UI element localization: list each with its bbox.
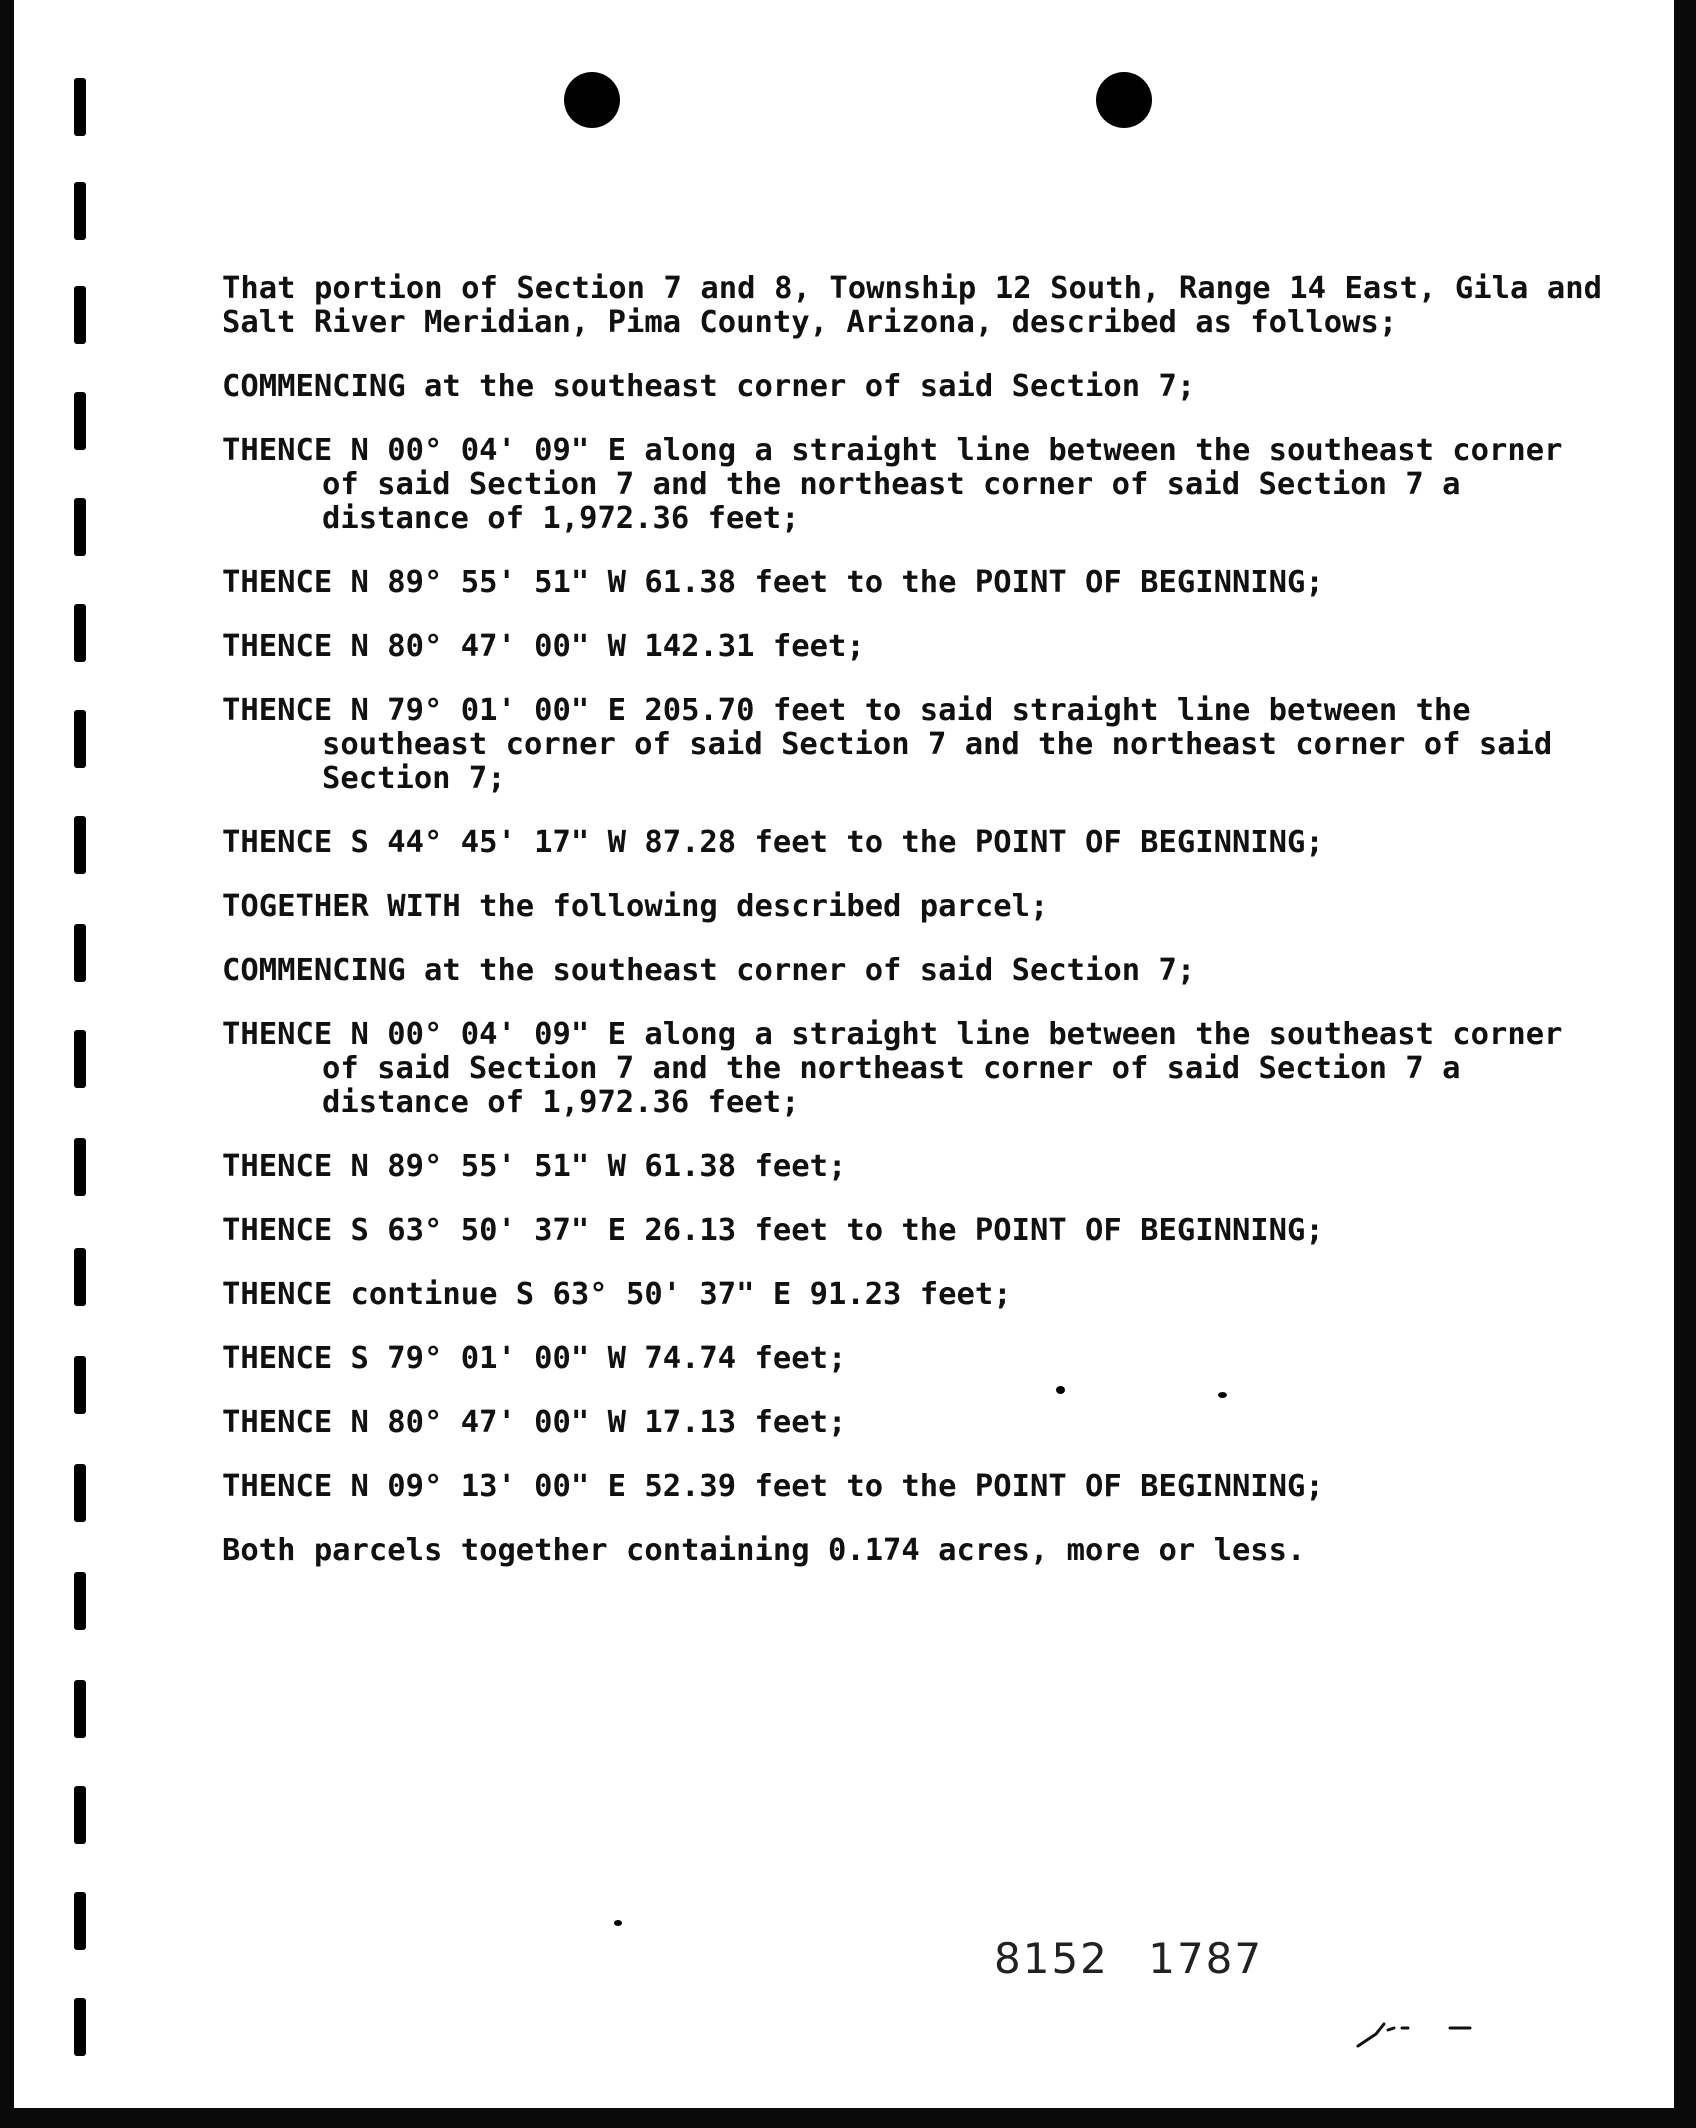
perforation	[74, 924, 86, 982]
description-paragraph: THENCE S 63° 50' 37" E 26.13 feet to the POINT OF BEGINNING;	[222, 1213, 1324, 1248]
perforation	[74, 1464, 86, 1522]
perforation	[74, 1572, 86, 1630]
speck	[1218, 1392, 1227, 1398]
perforation	[74, 1786, 86, 1844]
description-paragraph: THENCE N 00° 04' 09" E along a straight line between the southeast corner of said Section 7 and the northeast corner of said Section 7 a distance of 1,972.36 feet;	[222, 433, 1581, 536]
perforation	[74, 286, 86, 344]
punch-hole-left	[564, 72, 620, 128]
perforation	[74, 1998, 86, 2056]
description-paragraph: THENCE S 79° 01' 00" W 74.74 feet;	[222, 1341, 847, 1376]
page-number: 8152 1787	[994, 1934, 1264, 1983]
description-paragraph: That portion of Section 7 and 8, Township 12 South, Range 14 East, Gila and Salt River Meridian, Pima County, Arizona, described as follows;	[222, 271, 1621, 340]
description-paragraph: THENCE N 89° 55' 51" W 61.38 feet to the POINT OF BEGINNING;	[222, 565, 1324, 600]
perforation	[74, 604, 86, 662]
document-page	[14, 0, 1674, 2108]
perforation	[74, 1248, 86, 1306]
description-paragraph: THENCE S 44° 45' 17" W 87.28 feet to the POINT OF BEGINNING;	[222, 825, 1324, 860]
description-paragraph: THENCE N 79° 01' 00" E 205.70 feet to said straight line between the southeast corner of said Section 7 and the northeast corner of said Section 7;	[222, 693, 1571, 796]
perforation	[74, 1680, 86, 1738]
description-paragraph: COMMENCING at the southeast corner of said Section 7;	[222, 953, 1196, 988]
perforation	[74, 1030, 86, 1088]
perforation	[74, 78, 86, 136]
tractor-feed-strip	[64, 0, 94, 2108]
perforation	[74, 1892, 86, 1950]
description-paragraph: THENCE N 09° 13' 00" E 52.39 feet to the POINT OF BEGINNING;	[222, 1469, 1324, 1504]
description-paragraph: TOGETHER WITH the following described parcel;	[222, 889, 1049, 924]
perforation	[74, 182, 86, 240]
perforation	[74, 498, 86, 556]
handwritten-mark	[1354, 2012, 1474, 2052]
perforation	[74, 1138, 86, 1196]
description-paragraph: THENCE N 00° 04' 09" E along a straight line between the southeast corner of said Section 7 and the northeast corner of said Section 7 a distance of 1,972.36 feet;	[222, 1017, 1581, 1120]
perforation	[74, 1356, 86, 1414]
description-paragraph: THENCE N 80° 47' 00" W 17.13 feet;	[222, 1405, 847, 1440]
speck	[1056, 1386, 1065, 1394]
description-paragraph: THENCE continue S 63° 50' 37" E 91.23 feet;	[222, 1277, 1012, 1312]
perforation	[74, 816, 86, 874]
legal-description	[222, 271, 1621, 1598]
description-paragraph: THENCE N 89° 55' 51" W 61.38 feet;	[222, 1149, 847, 1184]
description-paragraph: Both parcels together containing 0.174 acres, more or less.	[222, 1533, 1306, 1568]
punch-hole-right	[1096, 72, 1152, 128]
perforation	[74, 710, 86, 768]
perforation	[74, 392, 86, 450]
speck	[614, 1920, 622, 1926]
description-paragraph: THENCE N 80° 47' 00" W 142.31 feet;	[222, 629, 865, 664]
description-paragraph: COMMENCING at the southeast corner of said Section 7;	[222, 369, 1196, 404]
